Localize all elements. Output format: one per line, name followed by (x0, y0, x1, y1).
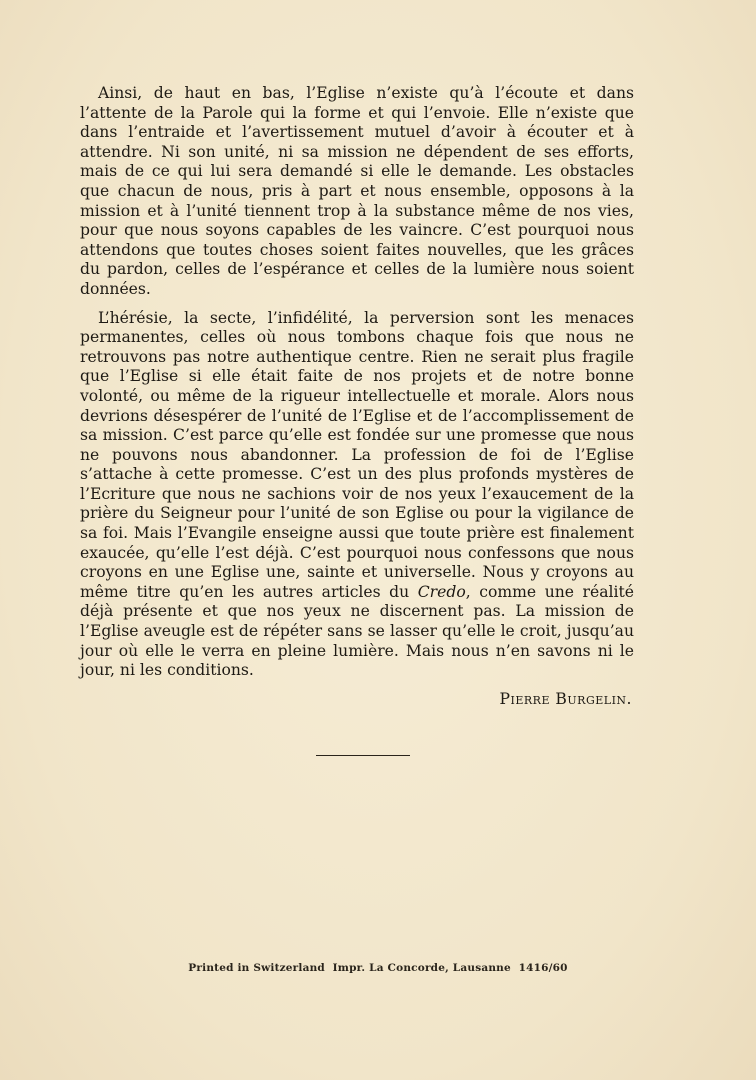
horizontal-rule (316, 755, 410, 756)
credo-italic: Credo (417, 582, 466, 601)
paragraph-1: Ainsi, de haut en bas, l’Eglise n’existe qu’à l’écoute et dans l’attente de la Parole qui la forme et qui l’envoie. Elle n’existe que dans l’entraide et l’avertissement mutuel d’avoir à écouter et à attendre. Ni son unité, ni sa mission ne dépendent de ses efforts, mais de ce qui lui sera demandé si elle le demande. Les obstacles que chacun de nous, pris à part et nous ensemble, opposons à la mission et à l’unité tiennent trop à la substance même de nos vies, pour que nous soyons capables de les vaincre. C’est pourquoi nous attendons que toutes choses soient faites nouvelles, que les grâces du pardon, celles de l’espérance et celles de la lumière nous soient données. (80, 84, 634, 298)
printer-imprint: Printed in Switzerland Impr. La Concorde, Lausanne 1416/60 (188, 962, 568, 974)
paragraph-2-end: , comme une réalité déjà présente et que nos yeux ne discernent pas. La mission de l’Eglise aveugle est de répéter sans se lasser qu’elle le croit, jusqu’au jour où elle le verra en pleine lumière. Mais nous n’en savons ni le jour, ni les conditions. (80, 582, 634, 680)
author-signature: Pierre Burgelin. (499, 689, 632, 708)
article-body (80, 84, 634, 709)
paragraph-2 (80, 309, 634, 681)
paragraph-2-text: L’hérésie, la secte, l’infidélité, la perversion sont les menaces permanentes, celles où nous tombons chaque fois que nous ne retrouvons pas notre authentique centre. Rien ne serait plus fragile que l’Eglise si elle était faite de nos projets et de notre bonne volonté, ou même de la rigueur intellectuelle et morale. Alors nous devrions désespérer de l’unité de l’Eglise et de l’accomplissement de sa mission. C’est parce qu’elle est fondée sur une promesse que nous ne pouvons nous abandonner. La profession de foi de l’Eglise s’attache à cette promesse. C’est un des plus profonds mystères de l’Ecriture que nous ne sachions voir de nos yeux l’exaucement de la prière du Seigneur pour l’unité de son Eglise ou pour la vigilance de sa foi. Mais l’Evangile enseigne aussi que toute prière est finalement exaucée, qu’elle l’est déjà. C’est pourquoi nous confessons que nous croyons en une Eglise une, sainte et universelle. Nous y croyons au même titre qu’en les autres articles du (80, 308, 634, 601)
